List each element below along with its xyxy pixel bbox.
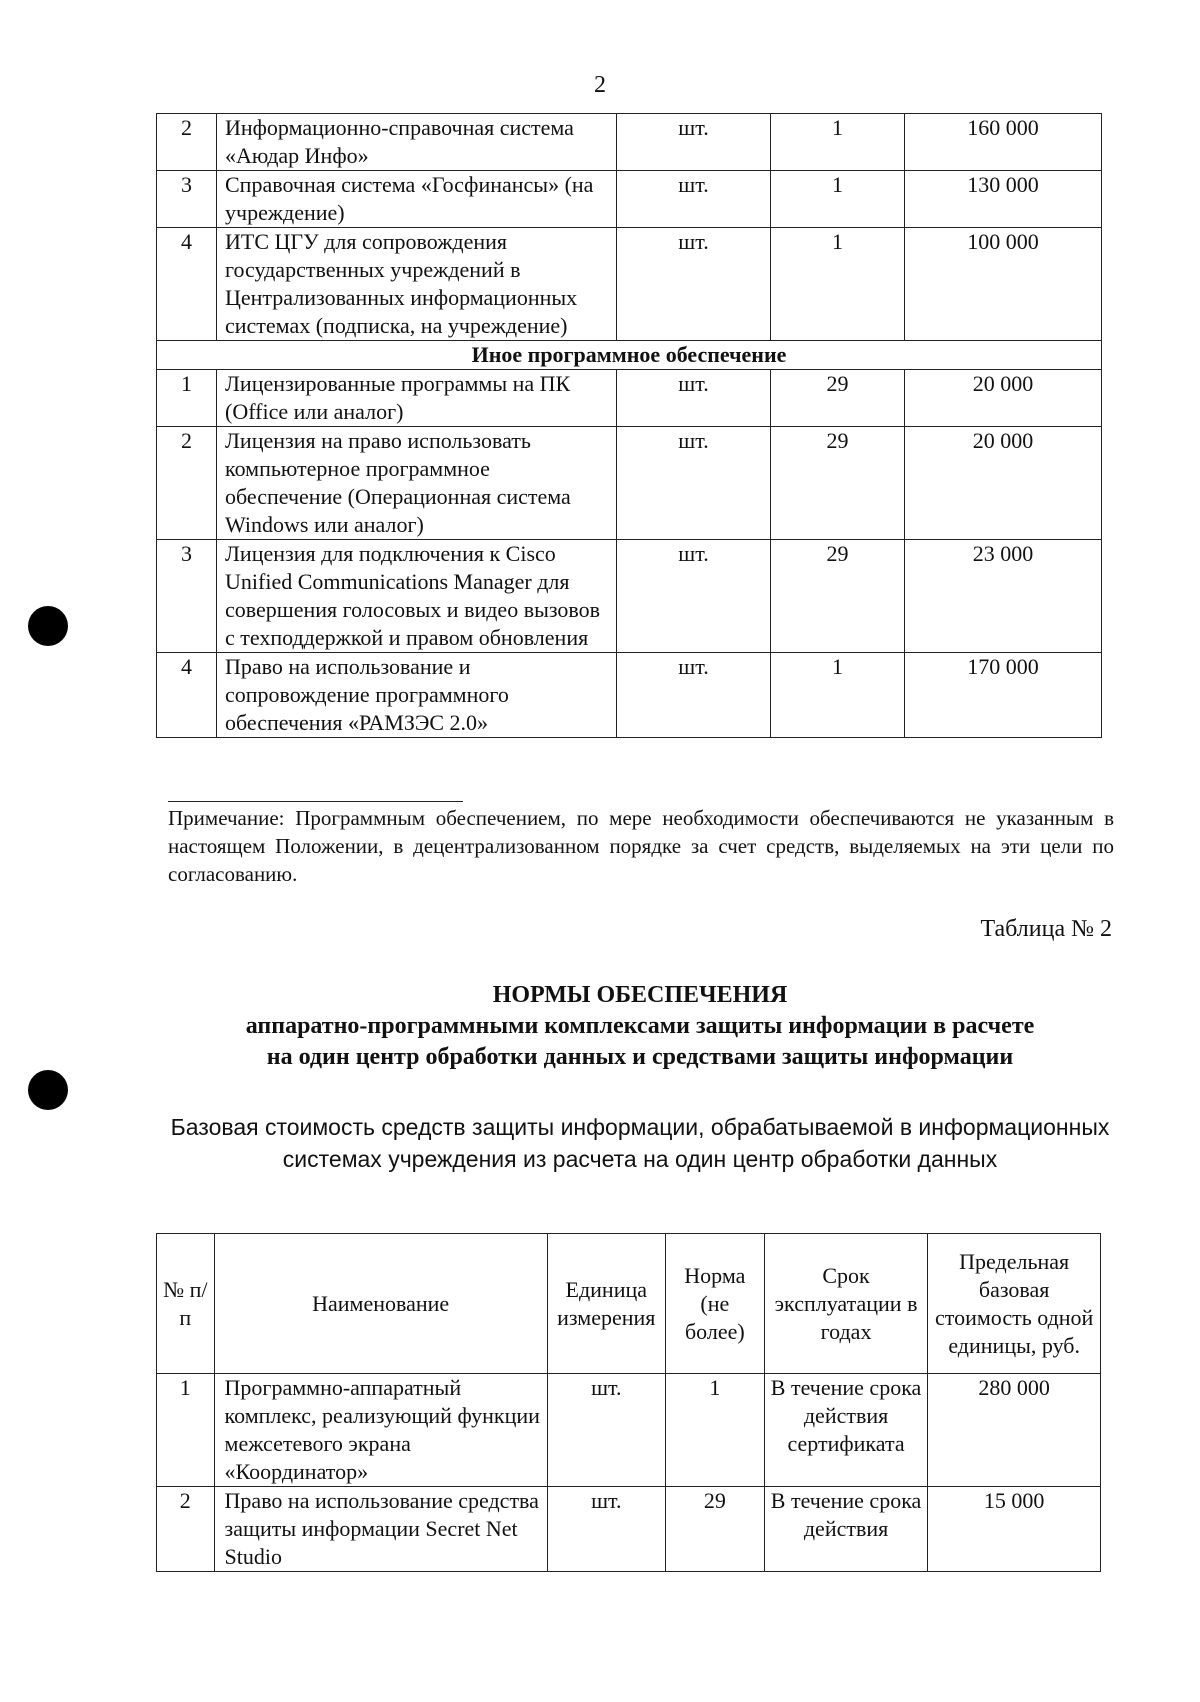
section-row bbox=[157, 341, 1102, 370]
item-name: Лицензия для подключения к Cisco Unified Communications Manager для совершения голосовых и видео вызовов с техподдержкой и правом обновления bbox=[217, 540, 617, 653]
heading-line: аппаратно-программными комплексами защиты информации в расчете bbox=[245, 1013, 1035, 1039]
item-unit: шт. bbox=[617, 540, 771, 653]
item-price: 130 000 bbox=[905, 171, 1102, 228]
heading-line: на один центр обработки данных и средствами защиты информации bbox=[266, 1044, 1014, 1070]
item-unit: шт. bbox=[617, 228, 771, 341]
table-row bbox=[157, 427, 1102, 540]
row-number: 4 bbox=[157, 228, 217, 341]
item-quantity: 1 bbox=[771, 228, 905, 341]
column-header-term: Срок эксплуатации в годах bbox=[764, 1234, 928, 1374]
item-term: В течение срока действия bbox=[764, 1487, 928, 1572]
column-header-norm: Норма (не более) bbox=[665, 1234, 764, 1374]
item-norm: 29 bbox=[665, 1487, 764, 1572]
column-header-price: Предельная базовая стоимость одной единицы, руб. bbox=[928, 1234, 1101, 1374]
item-unit: шт. bbox=[617, 370, 771, 427]
column-header-number: № п/п bbox=[157, 1234, 215, 1374]
item-quantity: 1 bbox=[771, 653, 905, 738]
table-header-row bbox=[157, 1234, 1101, 1374]
column-header-unit: Единица измерения bbox=[547, 1234, 665, 1374]
row-number: 2 bbox=[157, 427, 217, 540]
section-heading bbox=[160, 980, 1120, 1073]
item-price: 100 000 bbox=[905, 228, 1102, 341]
item-quantity: 29 bbox=[771, 540, 905, 653]
item-name: Программно-аппаратный комплекс, реализующий функции межсетевого экрана «Координатор» bbox=[214, 1374, 547, 1487]
item-norm: 1 bbox=[665, 1374, 764, 1487]
item-name: Информационно-справочная система «Аюдар Инфо» bbox=[217, 114, 617, 171]
row-number: 4 bbox=[157, 653, 217, 738]
table-row bbox=[157, 228, 1102, 341]
item-price: 20 000 bbox=[905, 370, 1102, 427]
heading-title: НОРМЫ ОБЕСПЕЧЕНИЯ bbox=[492, 982, 788, 1008]
item-quantity: 1 bbox=[771, 171, 905, 228]
table-row bbox=[157, 653, 1102, 738]
footnote-separator bbox=[168, 801, 463, 802]
table-subheading: Базовая стоимость средств защиты информации, обрабатываемой в информационных системах учреждения из расчета на один центр обработки данных bbox=[170, 1114, 1110, 1172]
table-row bbox=[157, 370, 1102, 427]
item-name: Лицензия на право использовать компьютерное программное обеспечение (Операционная система Windows или аналог) bbox=[217, 427, 617, 540]
column-header-name: Наименование bbox=[214, 1234, 547, 1374]
punch-hole-mark bbox=[28, 606, 68, 646]
item-quantity: 29 bbox=[771, 370, 905, 427]
item-price: 15 000 bbox=[928, 1487, 1101, 1572]
software-norms-table bbox=[156, 113, 1102, 738]
punch-hole-mark bbox=[28, 1070, 68, 1110]
row-number: 3 bbox=[157, 540, 217, 653]
table-row bbox=[157, 1487, 1101, 1572]
item-name: ИТС ЦГУ для сопровождения государственных учреждений в Централизованных информационных системах (подписка, на учреждение) bbox=[217, 228, 617, 341]
page-number: 2 bbox=[594, 72, 606, 98]
item-unit: шт. bbox=[547, 1487, 665, 1572]
row-number: 2 bbox=[157, 1487, 215, 1572]
row-number: 3 bbox=[157, 171, 217, 228]
table-caption: Таблица № 2 bbox=[980, 916, 1112, 942]
table-row bbox=[157, 114, 1102, 171]
item-quantity: 1 bbox=[771, 114, 905, 171]
row-number: 2 bbox=[157, 114, 217, 171]
item-name: Право на использование и сопровождение программного обеспечения «РАМЗЭС 2.0» bbox=[217, 653, 617, 738]
section-title: Иное программное обеспечение bbox=[157, 341, 1102, 370]
item-quantity: 29 bbox=[771, 427, 905, 540]
item-name: Право на использование средства защиты информации Secret Net Studio bbox=[214, 1487, 547, 1572]
item-price: 20 000 bbox=[905, 427, 1102, 540]
item-price: 160 000 bbox=[905, 114, 1102, 171]
item-price: 23 000 bbox=[905, 540, 1102, 653]
table-row bbox=[157, 1374, 1101, 1487]
item-unit: шт. bbox=[617, 427, 771, 540]
row-number: 1 bbox=[157, 1374, 215, 1487]
item-name: Справочная система «Госфинансы» (на учреждение) bbox=[217, 171, 617, 228]
table-row bbox=[157, 540, 1102, 653]
item-unit: шт. bbox=[617, 653, 771, 738]
security-norms-table bbox=[156, 1233, 1101, 1572]
item-unit: шт. bbox=[617, 114, 771, 171]
item-price: 280 000 bbox=[928, 1374, 1101, 1487]
item-unit: шт. bbox=[617, 171, 771, 228]
item-term: В течение срока действия сертификата bbox=[764, 1374, 928, 1487]
footnote-note: Примечание: Программным обеспечением, по мере необходимости обеспечиваются не указанным в настоящем Положении, в децентрализованном порядке за счет средств, выделяемых на эти цели по согласованию. bbox=[168, 806, 1114, 886]
item-name: Лицензированные программы на ПК (Office или аналог) bbox=[217, 370, 617, 427]
row-number: 1 bbox=[157, 370, 217, 427]
table-row bbox=[157, 171, 1102, 228]
item-price: 170 000 bbox=[905, 653, 1102, 738]
item-unit: шт. bbox=[547, 1374, 665, 1487]
